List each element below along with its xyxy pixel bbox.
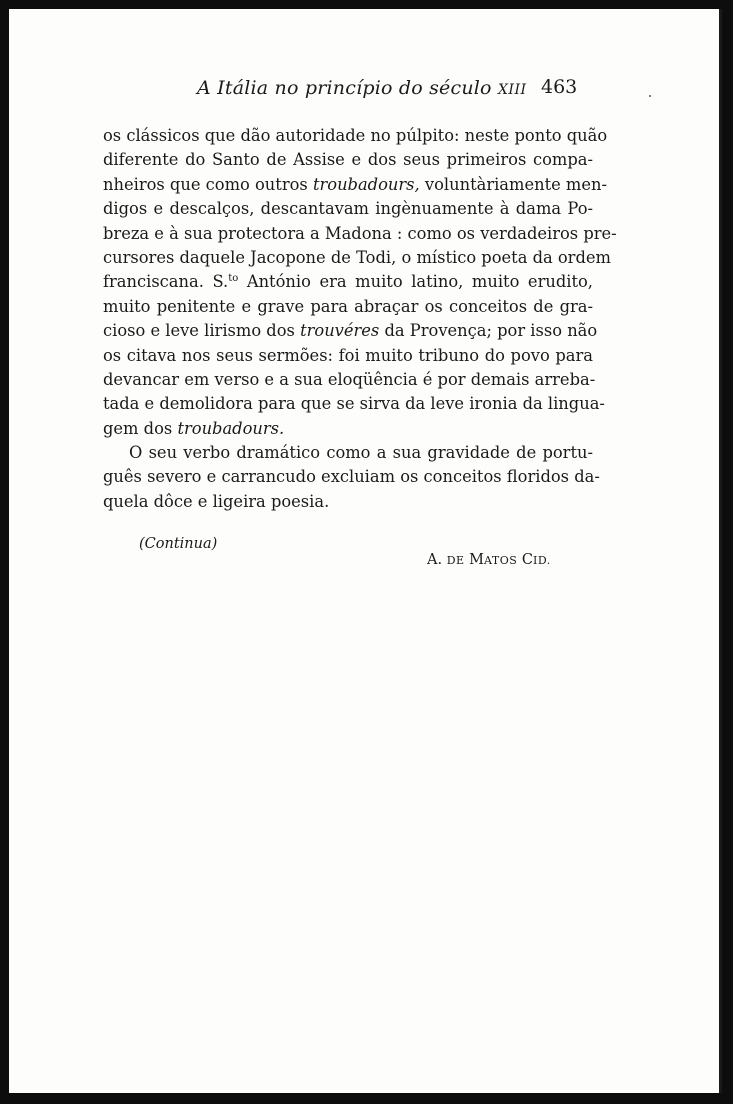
text-line [103, 465, 600, 489]
text-line [103, 417, 593, 441]
text-line [103, 368, 596, 392]
text-line [103, 197, 593, 221]
text-segment: diferente do Santo de Assise e dos seus primeiros compa- [103, 150, 593, 170]
page-number: 463 [541, 76, 578, 98]
author-surname-rest: ATOS [484, 554, 518, 567]
text-line [103, 222, 617, 246]
text-line [103, 124, 608, 148]
italic-term: troubadours. [177, 418, 285, 438]
author-initial: A. [427, 552, 443, 568]
text-segment: nheiros que como outros [103, 174, 313, 194]
text-line [103, 246, 611, 270]
text-segment: voluntàriamente men- [419, 174, 607, 194]
text-line [103, 319, 598, 343]
running-title: A Itália no princípio do século [197, 77, 492, 99]
author-name-rest: ID. [532, 554, 551, 567]
author-name-cap: C [521, 552, 533, 568]
text-segment: gem dos [103, 418, 178, 438]
text-segment: muito penitente e grave para abraçar os conceitos de gra- [103, 296, 593, 316]
italic-term: troubadours, [312, 174, 420, 194]
author-particle: DE [446, 554, 465, 567]
text-segment: digos e descalços, descantavam ingènuamente à dama Po- [103, 199, 593, 219]
document-page [9, 9, 722, 1093]
text-line [103, 344, 593, 368]
text-segment: guês severo e carrancudo excluiam os conceitos floridos da- [103, 467, 600, 487]
text-segment: breza e à sua protectora a Madona : como os verdadeiros pre- [103, 223, 617, 243]
running-title-century: XIII [497, 82, 527, 98]
text-line [103, 295, 593, 319]
text-segment: cursores daquele Jacopone de Todi, o místico poeta da ordem [103, 247, 611, 267]
print-speck [649, 95, 651, 97]
text-segment: António era muito latino, muito erudito, [238, 272, 593, 292]
body-text [103, 124, 617, 514]
running-head [197, 77, 527, 99]
text-segment: cioso e leve lirismo dos [103, 321, 301, 341]
author-signature [427, 552, 551, 568]
text-segment: tada e demolidora para que se sirva da leve ironia da lingua- [103, 394, 605, 414]
text-line [103, 148, 593, 172]
text-segment: os clássicos que dão autoridade no púlpito: neste ponto quão [103, 126, 608, 145]
text-segment: devancar em verso e a sua eloqüência é por demais arreba- [103, 369, 596, 389]
author-surname-cap: M [469, 552, 485, 568]
text-segment: franciscana. S. [103, 272, 229, 292]
superscript: to [228, 273, 239, 285]
text-segment: O seu verbo dramático como a sua gravidade de portu- [129, 443, 593, 463]
text-segment: da Provença; por isso não [379, 321, 598, 341]
continuation-note: (Continua) [139, 536, 218, 552]
text-segment: quela dôce e ligeira poesia. [103, 491, 330, 511]
text-line [103, 490, 593, 514]
text-line [103, 392, 605, 416]
text-line [103, 270, 593, 294]
italic-term: trouvéres [300, 321, 380, 341]
text-line [103, 441, 593, 465]
text-segment: os citava nos seus sermões: foi muito tribuno do povo para [103, 345, 593, 365]
text-line [103, 173, 607, 197]
